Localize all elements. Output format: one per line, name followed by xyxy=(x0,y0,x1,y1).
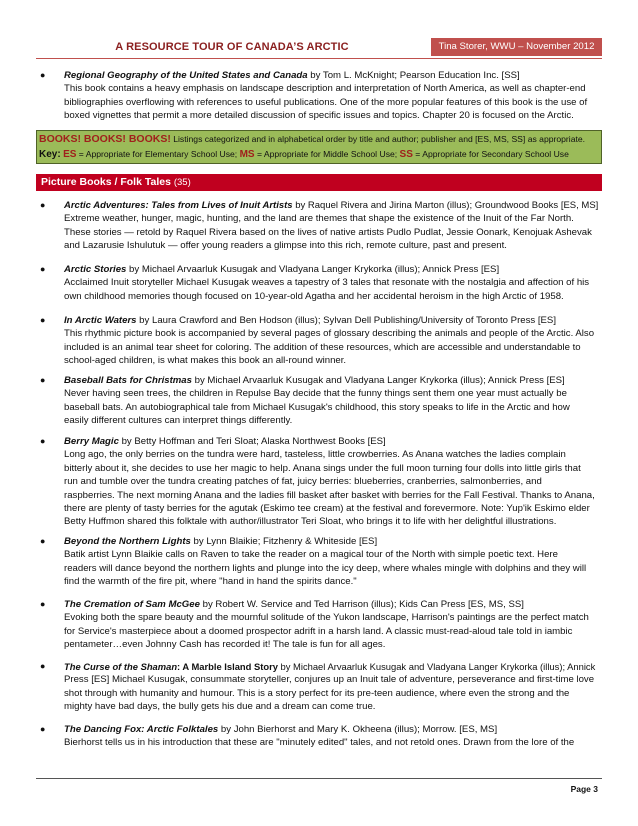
bullet: ● xyxy=(40,375,46,385)
header-author-box: Tina Storer, WWU – November 2012 xyxy=(431,38,602,56)
entry-text-line: These stories — retold by Raquel Rivera based on the lives of native artists Pudlo Pudlat, Jessie Oonark, Kenojuak Ashevak xyxy=(64,226,592,238)
entry-text-line: for Service's masterpiece about a doomed prospector adrift in a harsh land. A classic must-read-aloud tale told in iambic xyxy=(64,625,573,637)
entry-text-line: baseball bats. An autobiographical tale from Michael Kusugak's childhood, this story speaks to life in the Arctic and how xyxy=(64,401,570,413)
entry-text-line: run and tumble over the tundra creating patches of fat, juicy berries: blueberries, cranberries, salmonberries, and xyxy=(64,476,542,488)
book-entry xyxy=(40,660,600,714)
entry-text-line: This rhythmic picture book is accompanied by several pages of glossary describing the animals and people of the Arctic. Also xyxy=(64,328,595,340)
book-entry xyxy=(40,535,600,589)
entry-text-line: bibliographies overflowing with references to useful publications. One of the more popular features of this book is the use of xyxy=(64,96,588,108)
entry-meta: by Betty Hoffman and Teri Sloat; Alaska Northwest Books [ES] xyxy=(118,436,386,447)
entry-text-line: mighty have bad days, the bully gets his due and a dream can come true. xyxy=(64,701,376,713)
entry-text-line: readers will dance beyond the northern lights and plunge into the icy deep, where whales mingle with dolphins and they will xyxy=(64,562,587,574)
section-count: (35) xyxy=(173,177,191,188)
entry-text-line: shot through with humanity and humour. This is a story perfect for its pre-teen audience, where even the strong and the xyxy=(64,687,570,699)
page-header xyxy=(36,38,602,58)
entry-text-line: find the warmth of the fire pit, where "hand in hand the spirits dance." xyxy=(64,576,357,588)
entry-meta: by Michael Arvaarluk Kusugak and Vladyana Langer Krykorka (illus); Annick Press [ES] xyxy=(126,264,500,275)
entry-text-line: Bierhorst tells us in his introduction that these are "minutely edited" tales, and not retold ones. Drawn from the lore of the xyxy=(64,737,575,749)
entry-text-line: school-aged children, is what makes this book an all-round winner. xyxy=(64,355,347,367)
entry-meta: by Robert W. Service and Ted Harrison (illus); Kids Can Press [ES, MS, SS] xyxy=(199,599,524,610)
ms-text: = Appropriate for Middle School Use; xyxy=(254,149,400,159)
bullet: ● xyxy=(40,536,46,546)
entry-text-line: Batik artist Lynn Blaikie calls on Raven to take the reader on a magical tour of the North with simple poetic text. Here xyxy=(64,549,558,561)
es-code: ES xyxy=(63,149,77,160)
book-entry xyxy=(40,435,600,529)
entry-title: In Arctic Waters xyxy=(64,315,137,326)
ss-code: SS xyxy=(399,149,413,160)
entry-text-line: bitterly about it, she decides to use her magic to help. Anana sings under the full moon turning four dolls into little girls that xyxy=(64,462,581,474)
books-subheading: Listings categorized and in alphabetical order by title and author; publisher and [ES, MS, SS] as appropriate. xyxy=(170,134,586,144)
book-entry xyxy=(40,199,600,253)
entry-text-line: boxed vignettes that permit a more detailed discussion of specific issues and topics. Chapter 20 is focused on the Arctic. xyxy=(64,110,574,122)
entry-text-line: This book contains a heavy emphasis on landscape description and interpretation of North America, as well as chapter-end xyxy=(64,83,586,95)
es-text: = Appropriate for Elementary School Use; xyxy=(76,149,240,159)
entry-text-line: and Lazarusie Ishulutuk — offer young readers a glimpse into this rich, remote culture, past and present. xyxy=(64,240,507,252)
entry-text-line: Extreme weather, hunger, magic, hunting, and the land are themes that shape the existence of the Inuit of the Far North. xyxy=(64,213,574,225)
bullet: ● xyxy=(40,70,46,80)
entry-text-line: own childhood memories though focused on 10-year-old Agatha and her accidental heroism in the high Arctic of 1958. xyxy=(64,290,564,302)
bullet: ● xyxy=(40,200,46,210)
entry-meta: by John Bierhorst and Mary K. Okheena (illus); Morrow. [ES, MS] xyxy=(218,724,498,735)
entry-title: The Dancing Fox: Arctic Folktales xyxy=(64,724,219,735)
book-entry xyxy=(40,263,600,303)
entry-title: The Cremation of Sam McGee xyxy=(64,599,200,610)
entry-title-extra: : A Marble Island Story xyxy=(177,661,278,672)
entry-title: Arctic Adventures: Tales from Lives of Inuit Artists xyxy=(64,200,293,211)
entry-title: Berry Magic xyxy=(64,436,119,447)
bullet: ● xyxy=(40,315,46,325)
entry-meta: by Tom L. McKnight; Pearson Education Inc. [SS] xyxy=(307,70,520,81)
book-entry xyxy=(40,598,600,652)
books-legend-box xyxy=(36,130,602,164)
entry-title: Baseball Bats for Christmas xyxy=(64,375,192,386)
entry-title: Regional Geography of the United States and Canada xyxy=(64,70,308,81)
entry-text-line: there are plenty of tasty berries for the agutak (Eskimo tee cream) at the festival and forevermore. Note: Yup'ik Eskimo elder xyxy=(64,503,590,515)
book-entry xyxy=(40,314,600,368)
entry-text-line: Acclaimed Inuit storyteller Michael Kusugak weaves a tapestry of 3 tales that resonate with the nostalgia and affection of his xyxy=(64,277,590,289)
section-heading xyxy=(36,174,602,191)
entry-title: Arctic Stories xyxy=(64,264,127,275)
entry-title: The Curse of the Shaman xyxy=(64,661,178,672)
page-number: Page 3 xyxy=(570,784,598,794)
bullet: ● xyxy=(40,661,46,671)
key-label: Key: xyxy=(39,149,61,160)
header-title: A RESOURCE TOUR OF CANADA’S ARCTIC xyxy=(115,41,349,53)
entry-text-line: Long ago, the only berries on the tundra were hard, tasteless, little crowberries. As Anana watches the ladies complain xyxy=(64,449,566,461)
intro-entry xyxy=(40,69,600,123)
entry-meta: by Raquel Rivera and Jirina Marton (illus); Groundwood Books [ES, MS] xyxy=(292,200,599,211)
entry-meta: by Laura Crawford and Ben Hodson (illus); Sylvan Dell Publishing/University of Toronto Press [ES] xyxy=(136,315,556,326)
entry-text-line: Betty Huffmon shared this folktale with author/illustrator Teri Sloat, who brings it to life with her delightful illustrations. xyxy=(64,516,557,528)
bullet: ● xyxy=(40,436,46,446)
ss-text: = Appropriate for Secondary School Use xyxy=(412,149,569,159)
bullet: ● xyxy=(40,599,46,609)
books-heading: BOOKS! BOOKS! BOOKS! xyxy=(39,133,171,145)
entry-meta: by Michael Arvaarluk Kusugak and Vladyana Langer Krykorka (illus); Annick xyxy=(277,661,596,672)
entry-title: Beyond the Northern Lights xyxy=(64,536,191,547)
entry-meta: by Lynn Blaikie; Fitzhenry & Whiteside [ES] xyxy=(190,536,378,547)
entry-text-line: Press [ES] Michael Kusugak, consummate storyteller, conjures up an Inuit tale of adventure, perseverance and first-time love xyxy=(64,674,595,686)
header-rule xyxy=(36,58,602,59)
bullet: ● xyxy=(40,264,46,274)
entry-text-line: pentameter…even Johnny Cash has recorded it! The tale is fun for all ages. xyxy=(64,639,386,651)
book-entry xyxy=(40,723,600,750)
bullet: ● xyxy=(40,724,46,734)
section-title: Picture Books / Folk Tales xyxy=(41,176,174,188)
footer-rule xyxy=(36,778,602,779)
entry-text-line: easily different cultures can interpret things differently. xyxy=(64,415,293,427)
entry-text-line: raspberries. The next morning Anana and the ladies fill basket after basket with berries for the Fall Festival. Thanks to Anana, xyxy=(64,489,595,501)
ms-code: MS xyxy=(239,149,255,160)
entry-meta: by Michael Arvaarluk Kusugak and Vladyana Langer Krykorka (illus); Annick Press [ES] xyxy=(191,375,565,386)
book-entry xyxy=(40,374,600,428)
entry-text-line: Never having seen trees, the children in Repulse Bay decide that the funny things sent them one year must actually be xyxy=(64,388,567,400)
entry-text-line: Evoking both the spare beauty and the mournful solitude of the Yukon landscape, Harrison's paintings are the perfect match xyxy=(64,612,589,624)
entry-text-line: included is an animal tear sheet for coloring. The addition of these resources, which are accessible and understandable to xyxy=(64,341,581,353)
